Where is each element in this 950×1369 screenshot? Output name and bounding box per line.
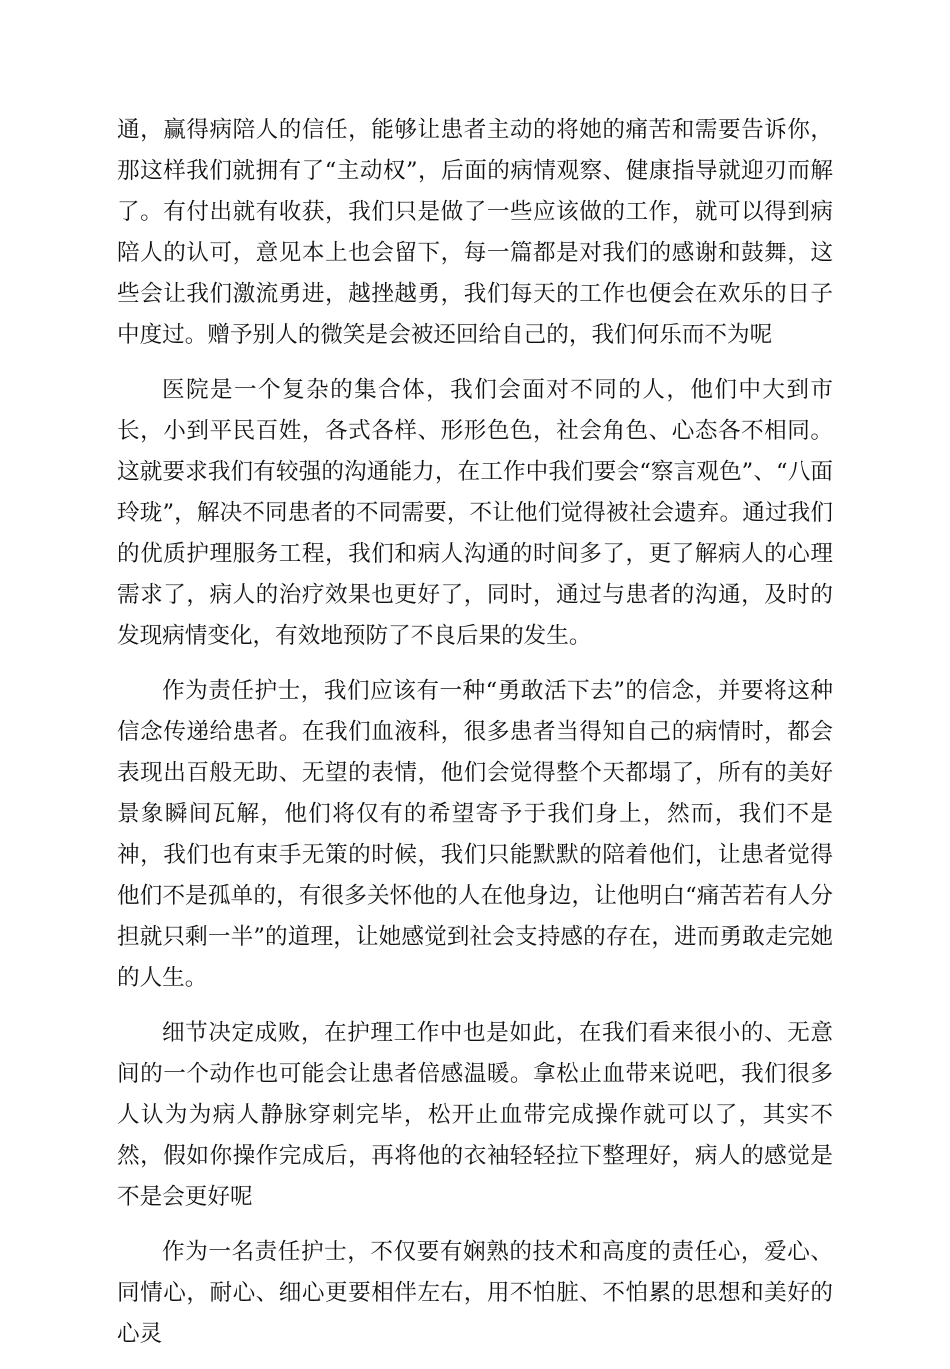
paragraph-5: 作为一名责任护士，不仅要有娴熟的技术和高度的责任心，爱心、同情心，耐心、细心更要相伴左右，用不怕脏、不怕累的思想和美好的心灵 — [117, 1239, 833, 1347]
paragraph-2: 医院是一个复杂的集合体，我们会面对不同的人，他们中大到市长，小到平民百姓，各式各样、形形色色，社会角色、心态各不相同。这就要求我们有较强的沟通能力，在工作中我们要会“察言观色”、“八面玲珑”，解决不同患者的不同需要，不让他们觉得被社会遗弃。通过我们的优质护理服务工程，我们和病人沟通的时间多了，更了解病人的心理需求了，病人的治疗效果也更好了，同时，通过与患者的沟通，及时的发现病情变化，有效地预防了不良后果的发生。 — [117, 377, 833, 649]
paragraph-1: 通，赢得病陪人的信任，能够让患者主动的将她的痛苦和需要告诉你，那这样我们就拥有了“主动权”，后面的病情观察、健康指导就迎刃而解了。有付出就有收获，我们只是做了一些应该做的工作，就可以得到病陪人的认可，意见本上也会留下，每一篇都是对我们的感谢和鼓舞，这些会让我们激流勇进，越挫越勇，我们每天的工作也便会在欢乐的日子中度过。赠予别人的微笑是会被还回给自己的，我们何乐而不为呢 — [117, 117, 833, 348]
document-body — [117, 110, 833, 1369]
paragraph-3: 作为责任护士，我们应该有一种“勇敢活下去”的信念，并要将这种信念传递给患者。在我们血液科，很多患者当得知自己的病情时，都会表现出百般无助、无望的表情，他们会觉得整个天都塌了，所有的美好景象瞬间瓦解，他们将仅有的希望寄予于我们身上，然而，我们不是神，我们也有束手无策的时候，我们只能默默的陪着他们，让患者觉得他们不是孤单的，有很多关怀他的人在他身边，让他明白“痛苦若有人分担就只剩一半”的道理，让她感觉到社会支持感的存在，进而勇敢走完她的人生。 — [117, 678, 833, 991]
paragraph-4: 细节决定成败，在护理工作中也是如此，在我们看来很小的、无意间的一个动作也可能会让患者倍感温暖。拿松止血带来说吧，我们很多人认为为病人静脉穿刺完毕，松开止血带完成操作就可以了，其实不然，假如你操作完成后，再将他的衣袖轻轻拉下整理好，病人的感觉是不是会更好呢 — [117, 1020, 833, 1210]
